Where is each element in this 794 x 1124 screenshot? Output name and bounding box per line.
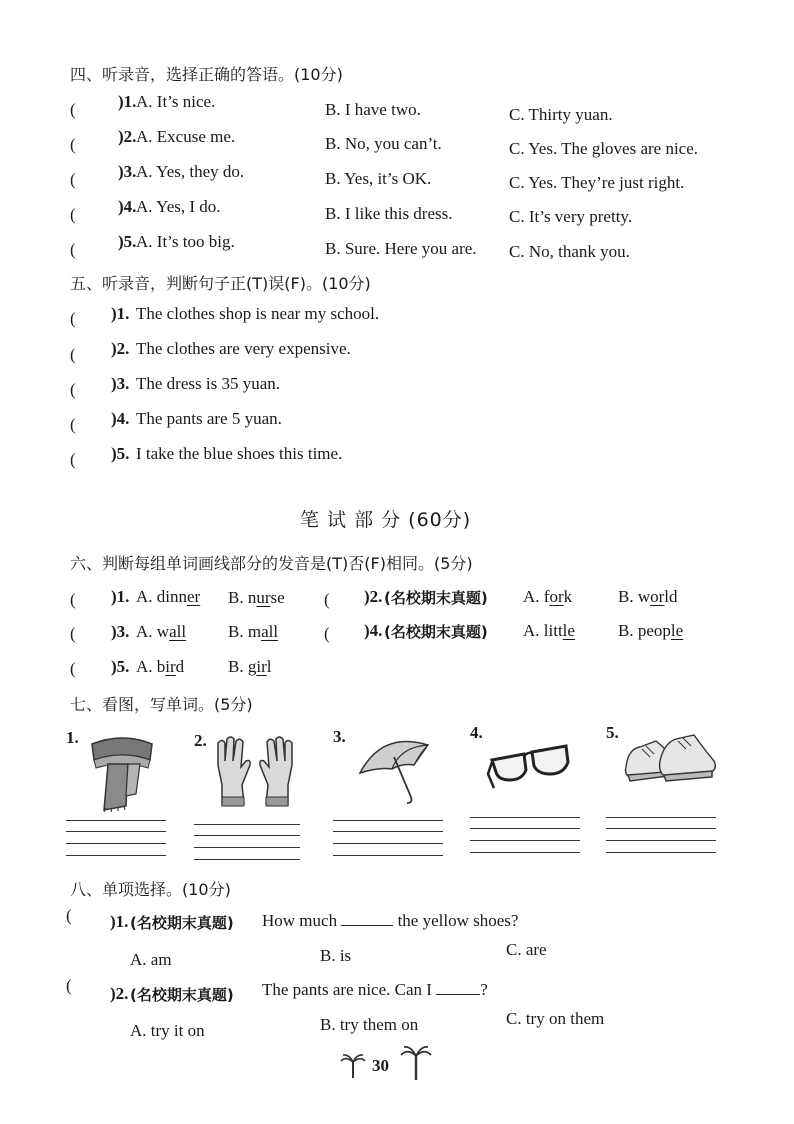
answer-lines[interactable]: [333, 820, 443, 858]
answer-paren[interactable]: (: [66, 906, 72, 925]
section-6-title: 六、判断每组单词画线部分的发音是(T)否(F)相同。(5分): [70, 554, 473, 573]
option-a[interactable]: A. am: [130, 950, 172, 969]
item-number: )3.: [118, 162, 137, 181]
scarf-icon: [82, 730, 162, 812]
answer-paren[interactable]: (: [70, 345, 76, 364]
statement: The clothes shop is near my school.: [136, 304, 380, 323]
option-a: A. It’s too big.: [136, 232, 235, 251]
page-number: 30: [372, 1056, 389, 1075]
shoes-icon: [620, 727, 720, 801]
option-a: A. It’s nice.: [136, 92, 216, 111]
item-number: )1.: [111, 587, 130, 606]
option-a: A. Yes, they do.: [136, 162, 245, 181]
exam-source-tag: (名校期末真题): [130, 986, 234, 1004]
question-text: The pants are nice. Can I ?: [262, 980, 488, 999]
statement: The clothes are very expensive.: [136, 339, 351, 358]
answer-paren[interactable]: (: [70, 240, 76, 259]
option-b: B. I have two.: [325, 100, 421, 119]
answer-paren[interactable]: (: [70, 135, 76, 154]
item-number: )4.: [118, 197, 137, 216]
answer-paren[interactable]: (: [70, 100, 76, 119]
item-number: )3.: [111, 374, 130, 393]
answer-lines[interactable]: [470, 817, 580, 855]
item-number: )2.: [364, 587, 383, 606]
section-4-title: 四、听录音，选择正确的答语。(10分): [70, 65, 343, 84]
item-number: )4.: [364, 621, 383, 640]
answer-paren[interactable]: (: [70, 205, 76, 224]
exam-source-tag: (名校期末真题): [384, 589, 488, 607]
item-number: )5.: [111, 444, 130, 463]
item-number: )1.: [110, 912, 129, 931]
item-number: )5.: [118, 232, 137, 251]
word-a: A. fork: [523, 587, 573, 606]
fill-blank[interactable]: [436, 980, 480, 995]
answer-paren[interactable]: (: [70, 590, 76, 609]
option-c: C. Yes. The gloves are nice.: [509, 139, 699, 158]
answer-lines[interactable]: [194, 824, 300, 862]
word-b: B. nurse: [228, 588, 285, 607]
section-5-title: 五、听录音，判断句子正(T)误(F)。(10分): [70, 274, 371, 293]
sunglasses-icon: [484, 740, 574, 800]
item-number: )4.: [111, 409, 130, 428]
palm-tree-icon: [400, 1044, 432, 1080]
section-7-title: 七、看图，写单词。(5分): [70, 695, 253, 714]
picture-number: 5.: [606, 723, 619, 742]
picture-number: 4.: [470, 723, 483, 742]
option-c[interactable]: C. are: [506, 940, 547, 959]
question-text: How much the yellow shoes?: [262, 911, 519, 930]
picture-number: 1.: [66, 728, 79, 747]
item-number: )1.: [111, 304, 130, 323]
answer-paren[interactable]: (: [324, 624, 330, 643]
statement: The dress is 35 yuan.: [136, 374, 281, 393]
answer-paren[interactable]: (: [70, 415, 76, 434]
palm-tree-icon: [340, 1052, 366, 1078]
answer-paren[interactable]: (: [70, 450, 76, 469]
word-a: A. dinner: [136, 587, 201, 606]
item-number: )2.: [118, 127, 137, 146]
picture-number: 2.: [194, 731, 207, 750]
option-c: C. No, thank you.: [509, 242, 630, 261]
answer-paren[interactable]: (: [324, 590, 330, 609]
word-a: A. wall: [136, 622, 187, 641]
option-c: C. Yes. They’re just right.: [509, 173, 685, 192]
item-number: )1.: [118, 92, 137, 111]
answer-lines[interactable]: [606, 817, 716, 855]
item-number: )3.: [111, 622, 130, 641]
option-b: B. Yes, it’s OK.: [325, 169, 432, 188]
option-b: B. No, you can’t.: [325, 134, 442, 153]
option-c[interactable]: C. try on them: [506, 1009, 605, 1028]
answer-paren[interactable]: (: [70, 170, 76, 189]
word-b: B. girl: [228, 657, 272, 676]
item-number: )2.: [110, 984, 129, 1003]
answer-paren[interactable]: (: [70, 624, 76, 643]
word-a: A. bird: [136, 657, 185, 676]
item-number: )2.: [111, 339, 130, 358]
word-a: A. little: [523, 621, 575, 640]
option-b[interactable]: B. try them on: [320, 1015, 419, 1034]
umbrella-icon: [356, 735, 436, 805]
option-c: C. It’s very pretty.: [509, 207, 633, 226]
option-a: A. Excuse me.: [136, 127, 236, 146]
option-b: B. I like this dress.: [325, 204, 453, 223]
exam-source-tag: (名校期末真题): [130, 914, 234, 932]
answer-paren[interactable]: (: [70, 380, 76, 399]
answer-paren[interactable]: (: [70, 659, 76, 678]
picture-number: 3.: [333, 727, 346, 746]
option-a[interactable]: A. try it on: [130, 1021, 205, 1040]
word-b: B. mall: [228, 622, 279, 641]
word-b: B. world: [618, 587, 678, 606]
exam-source-tag: (名校期末真题): [384, 623, 488, 641]
option-a: A. Yes, I do.: [136, 197, 221, 216]
statement: The pants are 5 yuan.: [136, 409, 282, 428]
gloves-icon: [210, 735, 300, 811]
answer-lines[interactable]: [66, 820, 166, 858]
answer-paren[interactable]: (: [70, 309, 76, 328]
answer-paren[interactable]: (: [66, 976, 72, 995]
option-b[interactable]: B. is: [320, 946, 352, 965]
written-part-heading: 笔 试 部 分 (60分): [300, 509, 472, 531]
option-b: B. Sure. Here you are.: [325, 239, 477, 258]
fill-blank[interactable]: [341, 911, 393, 926]
word-b: B. people: [618, 621, 684, 640]
item-number: )5.: [111, 657, 130, 676]
option-c: C. Thirty yuan.: [509, 105, 613, 124]
section-8-title: 八、单项选择。(10分): [70, 880, 231, 899]
statement: I take the blue shoes this time.: [136, 444, 343, 463]
